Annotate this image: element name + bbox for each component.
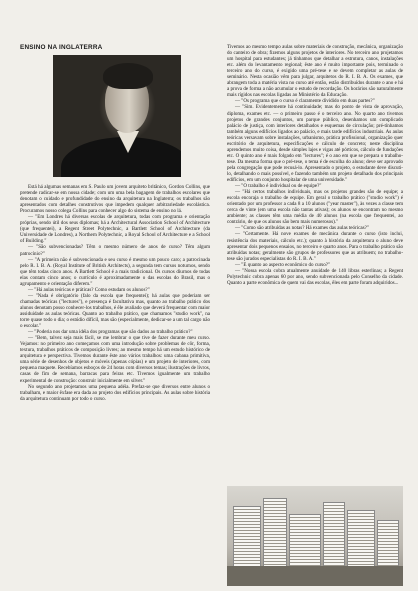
paragraph: — "E quanto ao aspecto econômico do curso?" [235, 261, 331, 268]
model-building [233, 506, 261, 570]
model-base [227, 566, 403, 586]
paragraph: — "Há certos trabalhos individuais, mas os projetos grandes são de equipe; a escola encoraja o trabalho de equipe. Em geral o trabalho prático ("studio work") é orientado por um professor a cada 8 a 10 alunos ("year master"), às vezes a classe tem cerca de vinte (em uma escola não tantas ativas); os alunos se encontram no mesmo ambiente; as classes têm uma média de 40 alunos (na escola que frequentei, ao contrário, de que os alunos são bem mais numerosos)." [227, 189, 403, 226]
model-building [289, 514, 321, 570]
paragraph: — "Os programa que o curso é claramente dividido em duas partes?" [235, 98, 375, 105]
paragraph: Tivemos ao mesmo tempo aulas sobre materiais de construção, mecânica, organização do canteiro de obra; fizemos alguns projetos de interiores. No terceiro ano projetamos um hospital para estudantes; já tínhamos que detalhar a estrutura, canos, instalações etc. além do levantamento regional; êste ano é muito importante pois, terminado o terceiro ano do curso, é exigido uma pré-tese e se devem completar as aulas de seminário. Nesta ocasião vêm para julgar, arquitetos do R. I. B. A. Os exames, que abrangem toda a matéria vista no curso até então, estão distribuídos durante o ano e há a prova de forma a não acumular o estudo de recordação. Os horários são naturalmente mais rígidos nas escolas ligadas ao Ministério da Educação. [227, 44, 403, 99]
paragraph: — "Poderia nos dar uma idéia dos programas que são dados ao trabalho prático?" [28, 329, 193, 336]
paragraph: — "A primeira não é subvencionada e seu curso é mesmo um pouco caro; a patrocinada pelo R. I. B. A. (Royal Institute of British Architects), a segunda tem cursos noturnos, sendo que têm todas cinco anos. A Bartlett School é a mais tradicional. Os cursos diurnos de todas elas contam cinco anos; o currículo é aproximadamente o das escolas do Brasil, mas o agrupamento e orientação diferem." [20, 256, 210, 287]
portrait-hair [103, 63, 153, 89]
left-column [20, 184, 210, 402]
portrait-photo [53, 55, 181, 177]
model-building [263, 498, 287, 570]
paragraph: — "Como são atribuídas as notas? Há exames das aulas teóricas?" [235, 225, 369, 232]
model-building [347, 510, 375, 570]
paragraph: No segundo ano projetamos uma pequena adéia. Prefaz-se que diversos entre alunos o trabalham, e maior êxfase era dada ao projeto dos edifícios principais. As aulas sobre história da arquitetura continuam por todo o curso. [20, 383, 210, 402]
paragraph: — "Nossa escola cobra atualmente anuidade de 140 libras esterlinas; a Regent Polytechnic cobra apenas 60 por ano, sendo subvencionada pelo Conselho da cidade. Quanto a parte econômica de quem vai das escolas, êles em parte foram adquiridos... [227, 267, 403, 286]
paragraph: — "Certamente. Há nove exames de mecânica durante o curso (isto inclui, resistência dos materiais, cálculo etc.); quanto à história da arquitetura o aluno deve apresentar dois pequenos ensaios, no terceiro e quarto anos. Para o trabalho prático são atribuídas notas; geralmente são grupos de professores que as atribuem; no trabalho-tese são jurados especialistas do R. I. B. A." [227, 231, 403, 262]
paragraph: — "Nada é obrigatório (falo da escola que frequentei); há aulas que poderiam ser chamadas teóricas ("lectures"), e presença é facultativa mas, quanto ao trabalho prático dos alunos denotam posso conhecer-los trabalhos, é êle avaliado que deverá frequentar com maior assiduidade as aulas teóricas. Quanto ao trabalho prático, que chamamos "studio work", na torre quase todo o dia; o estúdio difícil, mas são (especialmente, dedicar-se a um tal cargo não o escolar." [20, 292, 210, 330]
paragraph: — "Bem, talvez seja mais fácil, se me lembrar o que tive de fazer durante meu curso. Vejamos: no primeiro ano começamos com uma introdução sobre problemas de côr, forma, textura, trabalhos práticos de composição livres; ao mesmo tempo há um estudo histórico de arquitetura e perspectiva. Tivemos durante êste ano vários trabalhos: uma cabana primitiva, uma série de desenhos de objetos e móveis (apenas cópias) e um projeto de interiores, com pequena maquete. Recebíamos esboços de 24 horas com diversos temas; ilustrações de livros, casas de fim de semana, barracas para feiras etc. Tivemos igualmente um trabalho experimental de construção: construir inicialmente em silver." [20, 335, 210, 384]
paragraph: — "São subvencionadas? Têm o mesmo número de anos de curso? Têm algum patrocínio?" [20, 244, 210, 257]
article-heading: ENSINO NA INGLATERRA [20, 44, 103, 51]
model-building [377, 520, 399, 570]
paragraph: — "Sim. Evidentemente há continuidade; mas do ponto de vista de aprovação, diploma, exames etc. — o primeiro passo é o terceiro ano. No quarto ano tivemos projetos de grandes conjuntos, um parque público, desenhamos um complicado palácio de justiça, com interiores detalhados e esquemas de circulação; pré-tínhamos também alguns edifícios ligados ao palácio, e mais tarde edifícios industriais. As aulas teóricas versavam sobre instalações, urbanismo, prática profissional, organização quer escritório de arquitetura, especificações e cálculo de concreto; neste disciplina aprendemos muito coisa, desde simples lajes e vigas até pórticos, cálculo de fundações etc. O quinto ano é mais folgado em "lectures"; é o ano em que se prepara o trabalho-tese. Da mesma forma que o pré-tese, o tema é de escolha do aluno; deve ser aprovado pela congregação que pode recusá-lo. Apresentado o projeto, o estudante deve discuti-lo, detalhando o mais possível, e fazendo também um projeto detalhado dos principais edifícios, em um conjunto hospitalar de uma universidade." [227, 104, 403, 184]
paragraph: Está há algumas semanas em S. Paulo um jovem arquiteto britânico, Gordon Collins, que pretende radicar-se em nossa cidade; com um uma bela bagagem de trabalhos escolares que denotam o cuidado e profundidade do ensino da arquitetura na Inglaterra; os trabalhos são apresentados com detalhes construtivos que impedem qualquer arbitrariedade escolástica. Procuramos nosso colega Collins para conhecer algo do sistema de ensino no lá. [20, 184, 210, 215]
model-photo [227, 486, 403, 586]
paragraph: — "Em Londres há diversas escolas de arquitetura, todas com programa e orientação próprias, sendo útil dos seus diplomas; há a Architectural Association School of Architecture (que frequentei), a Regent Street Polytechnic, a Bartlett School of Architecture (da Universidade de Londres), a Northern Polytechnic, a Royal School of Architecture e a School of Building." [20, 214, 210, 245]
paragraph: — "Há aulas teóricas e práticas? Como estudam os alunos?" [28, 286, 150, 293]
right-column [227, 44, 403, 286]
portrait-shoulders [61, 137, 181, 177]
paragraph: — "O trabalho é individual ou de equipe?" [235, 183, 322, 190]
model-building [323, 502, 345, 570]
